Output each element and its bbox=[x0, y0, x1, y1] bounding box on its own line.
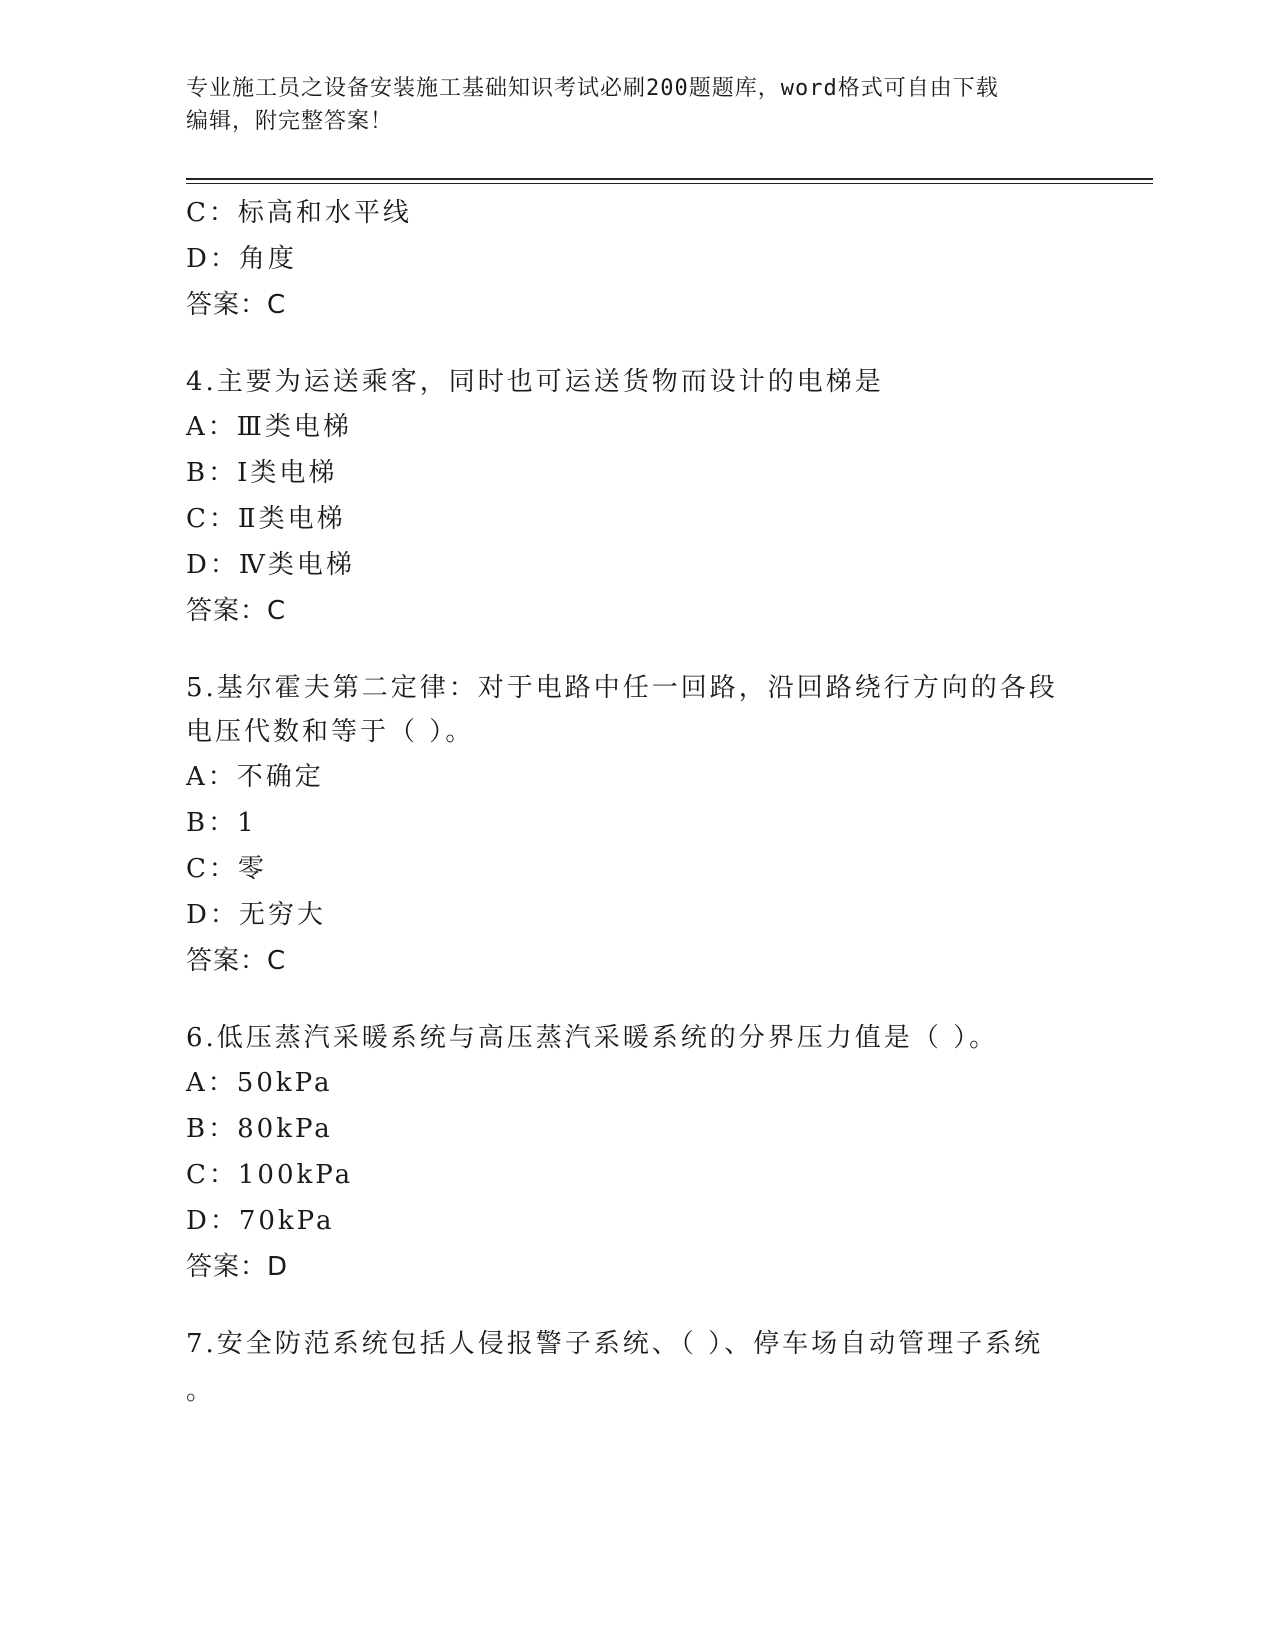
option-a: A：不确定 bbox=[186, 762, 324, 792]
option-c: C：Ⅱ类电梯 bbox=[186, 504, 346, 534]
option-b: B：Ⅰ类电梯 bbox=[186, 458, 338, 488]
header-title-line2: 编辑，附完整答案！ bbox=[186, 109, 394, 134]
option-d: D：Ⅳ类电梯 bbox=[186, 550, 355, 580]
option-b: B：80kPa bbox=[186, 1114, 333, 1144]
question-tail: 。 bbox=[186, 1376, 213, 1406]
option-d: D：角度 bbox=[186, 244, 297, 274]
question-block-6 bbox=[186, 1016, 1086, 1290]
document-header bbox=[186, 72, 1066, 138]
document-body bbox=[186, 190, 1086, 1416]
option-b: B：1 bbox=[186, 808, 257, 838]
question-text: 6.低压蒸汽采暖系统与高压蒸汽采暖系统的分界压力值是（ ）。 bbox=[186, 1023, 999, 1053]
option-c: C：标高和水平线 bbox=[186, 198, 412, 228]
option-d: D：无穷大 bbox=[186, 900, 326, 930]
answer-line: 答案：C bbox=[186, 290, 287, 320]
header-divider-thick bbox=[186, 178, 1153, 180]
question-block-7 bbox=[186, 1322, 1086, 1416]
option-a: A：Ⅲ类电梯 bbox=[186, 412, 352, 442]
option-c: C：零 bbox=[186, 854, 267, 884]
answer-line: 答案：C bbox=[186, 946, 287, 976]
option-c: C：100kPa bbox=[186, 1160, 354, 1190]
question-text: 5.基尔霍夫第二定律：对于电路中任一回路，沿回路绕行方向的各段电压代数和等于（ ）。 bbox=[186, 673, 1058, 747]
header-divider-thin bbox=[186, 183, 1153, 184]
question-text: 4.主要为运送乘客，同时也可运送货物而设计的电梯是 bbox=[186, 367, 884, 397]
question-block-3 bbox=[186, 190, 1086, 328]
question-block-4 bbox=[186, 360, 1086, 634]
answer-line: 答案：D bbox=[186, 1252, 289, 1282]
answer-line: 答案：C bbox=[186, 596, 287, 626]
option-a: A：50kPa bbox=[186, 1068, 333, 1098]
option-d: D：70kPa bbox=[186, 1206, 335, 1236]
header-title-line1: 专业施工员之设备安装施工基础知识考试必刷200题题库，word格式可自由下载 bbox=[186, 76, 999, 101]
question-block-5 bbox=[186, 666, 1086, 984]
question-text: 7.安全防范系统包括人侵报警子系统、（ ）、停车场自动管理子系统 bbox=[186, 1329, 1044, 1359]
